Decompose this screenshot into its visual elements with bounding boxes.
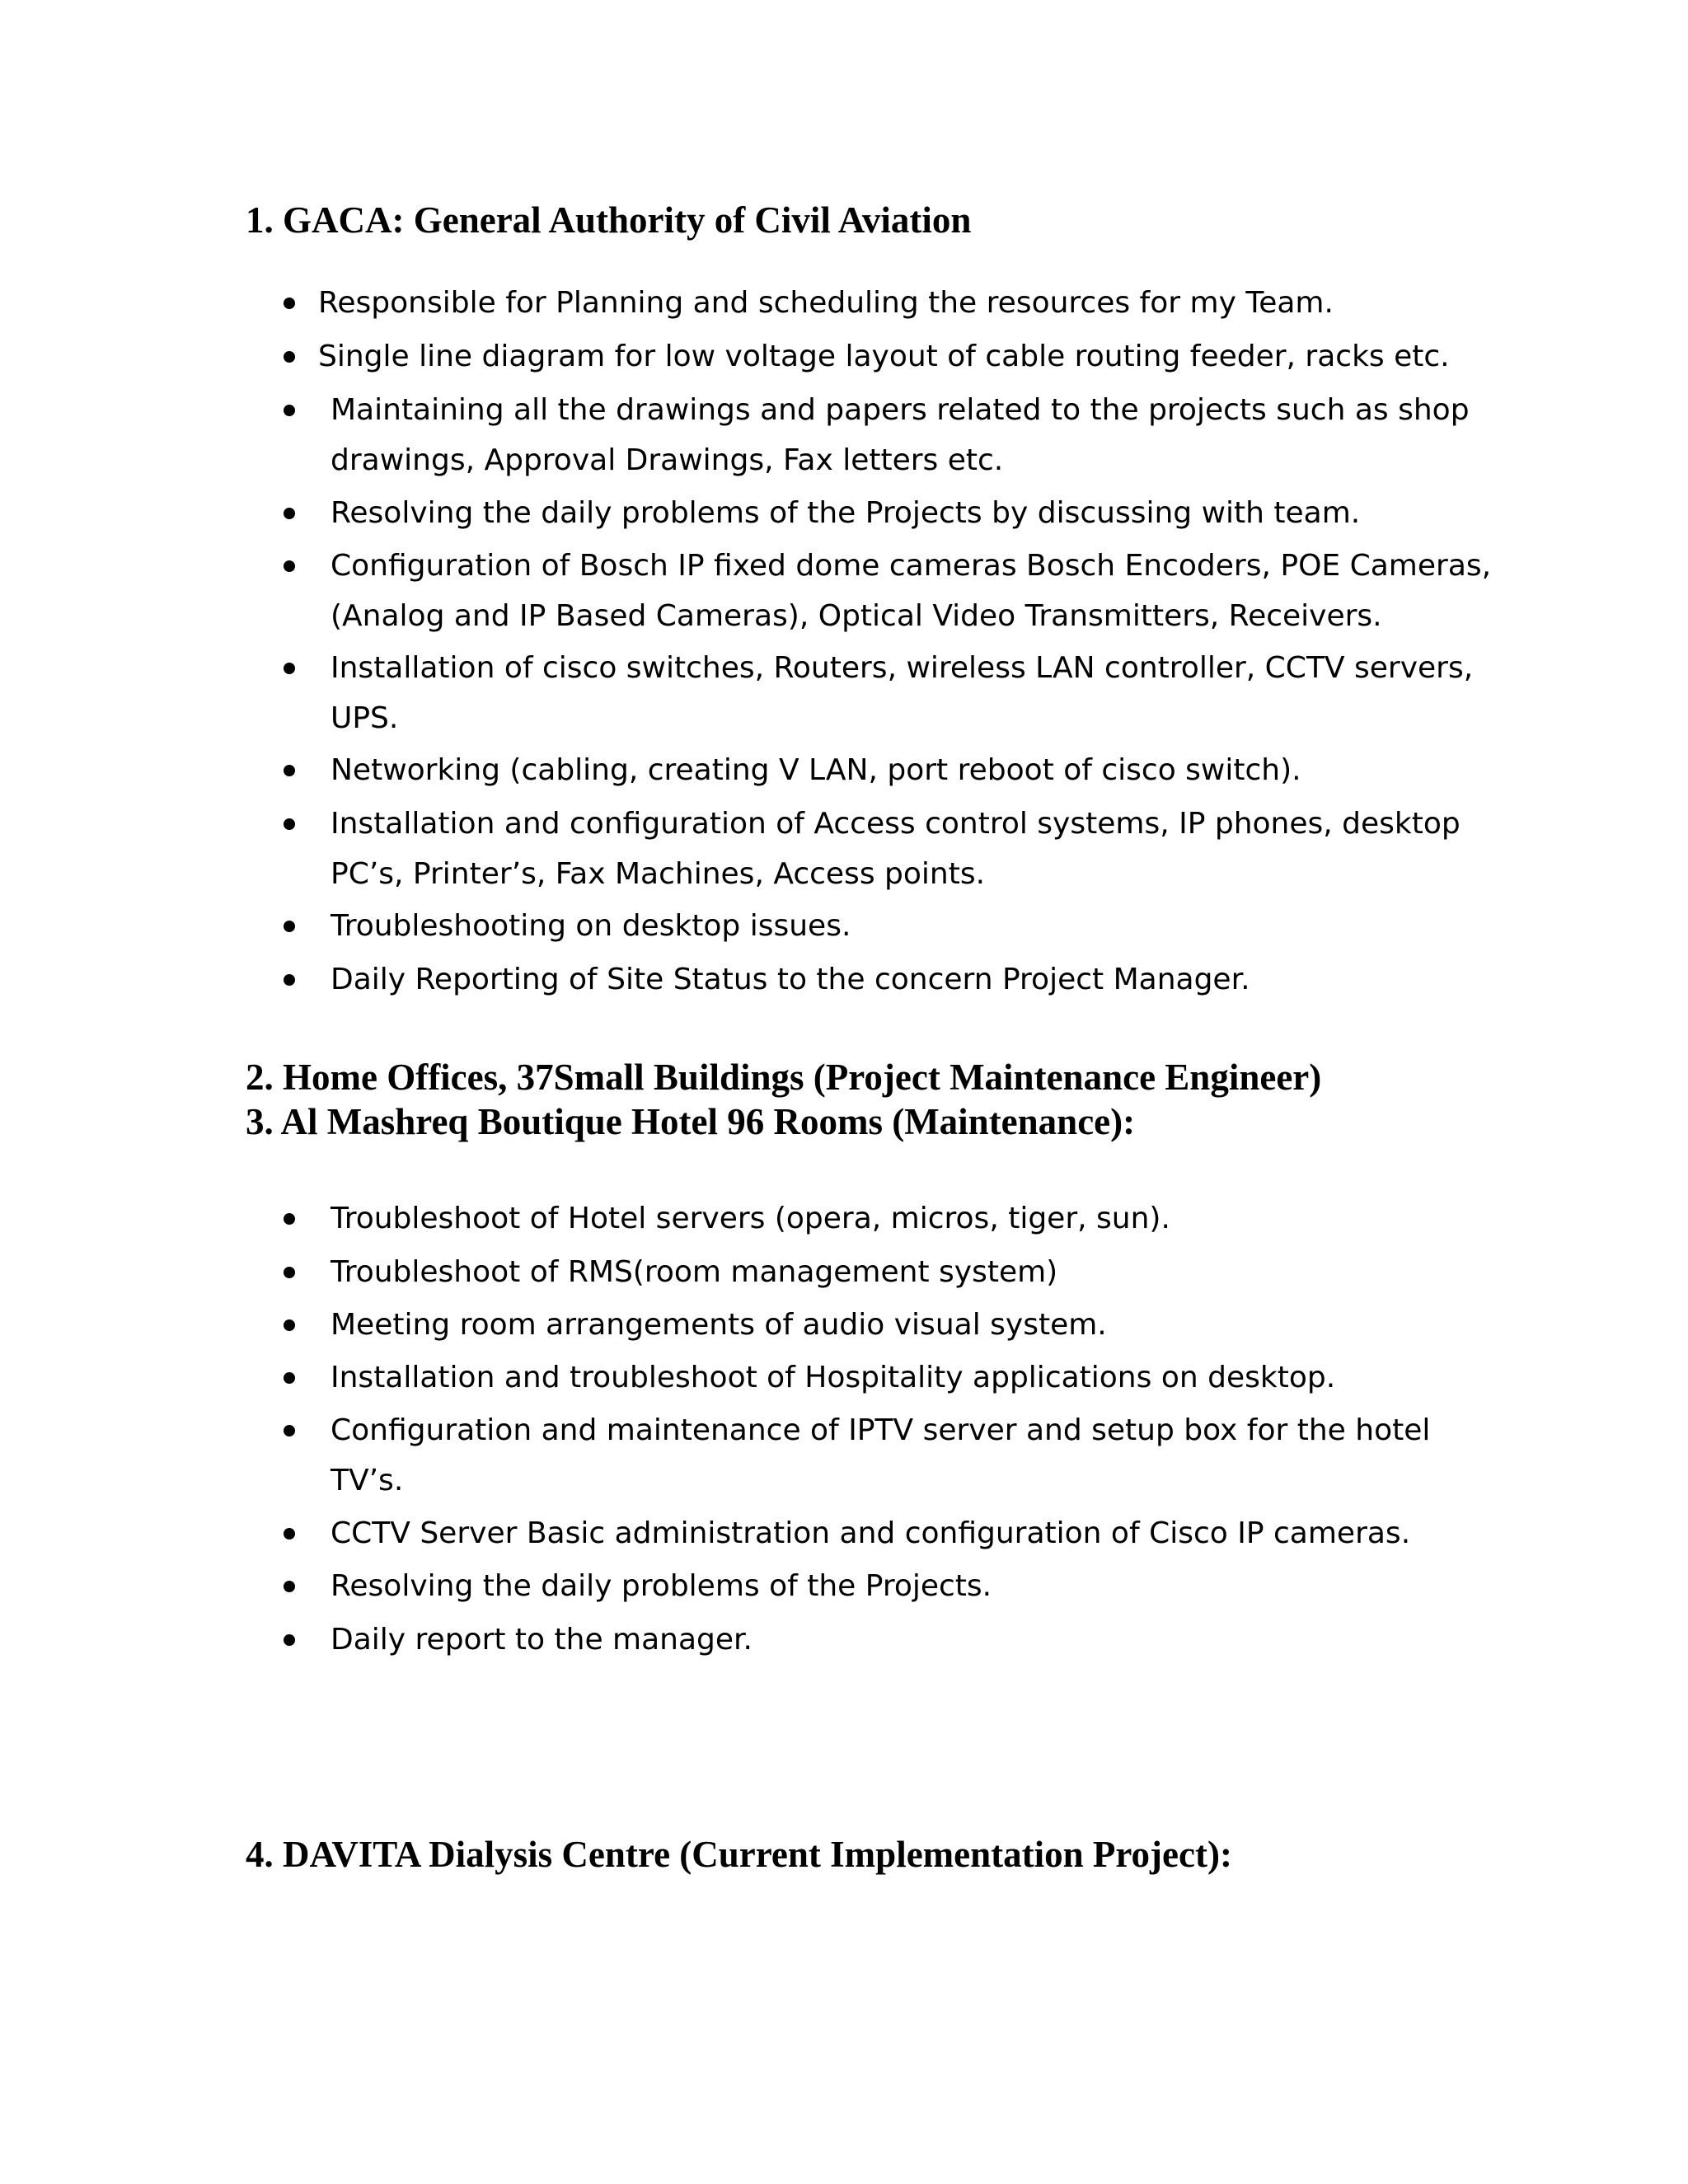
bullet-icon (284, 1319, 295, 1331)
bullet-icon (284, 298, 295, 309)
bullet-icon (284, 560, 295, 572)
bullet-icon (284, 1581, 295, 1592)
section-heading-gaca: 1. GACA: General Authority of Civil Aviation (246, 199, 972, 241)
bullet-icon (284, 663, 295, 674)
section-heading-davita: 4. DAVITA Dialysis Centre (Current Implementation Project): (246, 1834, 1232, 1875)
bullet-icon (284, 351, 295, 363)
bullet-icon (284, 1213, 295, 1225)
bullet-icon (284, 405, 295, 416)
bullet-icon (284, 921, 295, 932)
bullet-icon (284, 818, 295, 830)
bullet-icon (284, 1528, 295, 1540)
bullet-icon (284, 1267, 295, 1278)
bullet-icon (284, 1372, 295, 1384)
bullet-icon (284, 765, 295, 776)
bullet-icon (284, 974, 295, 986)
document-page: 1. GACA: General Authority of Civil Aviation Responsible for Planning and scheduling the resources for my Team. Single line diagram for low voltage layout of cable routing feeder, racks etc. Maintaining all the drawings and papers related to the projects such as shop drawings, Approval Drawings, Fax letters etc. Resolving the daily problems of the Projects by discussing with team. Configuration of Bosch IP fixed dome cameras Bosch Encoders, POE Cameras, (Analog and IP Based Cameras), Optical Video Transmitters, Receivers. Installation of cisco switches, Routers, wireless LAN controller, CCTV servers, UPS. Networking (cabling, creating V LAN, port reboot of cisco switch). Installation and configuration of Access control systems, IP phones, desktop PC’s, Printer’s, Fax Machines, Access points. Troubleshooting on desktop issues. Daily Reporting of Site Status to the concern Project Manager. 2. Home Offices, 37Small Buildings (Project Maintenance Engineer) 3. Al Mashreq Boutique Hotel 96 Rooms (Maintenance): Troubleshoot of Hotel servers (opera, micros, tiger, sun). Troubleshoot of RMS(room management system) Meeting room arrangements of audio visual system. Installation and troubleshoot of Hospitality applications on desktop. Configuration and maintenance of IPTV server and setup box for the hotel TV’s. CCTV Server Basic administration and configuration of Cisco IP cameras. Resolving the daily problems of the Projects. Daily report to the manager. 4. DAVITA Dialysis Centre (Current Implementation Project): (0, 0, 1688, 2184)
bullet-icon (284, 508, 295, 519)
bullet-icon (284, 1634, 295, 1646)
section-heading-home-offices: 2. Home Offices, 37Small Buildings (Project Maintenance Engineer) (246, 1057, 1322, 1098)
bullet-icon (284, 1425, 295, 1436)
section-heading-al-mashreq: 3. Al Mashreq Boutique Hotel 96 Rooms (Maintenance): (246, 1101, 1136, 1142)
